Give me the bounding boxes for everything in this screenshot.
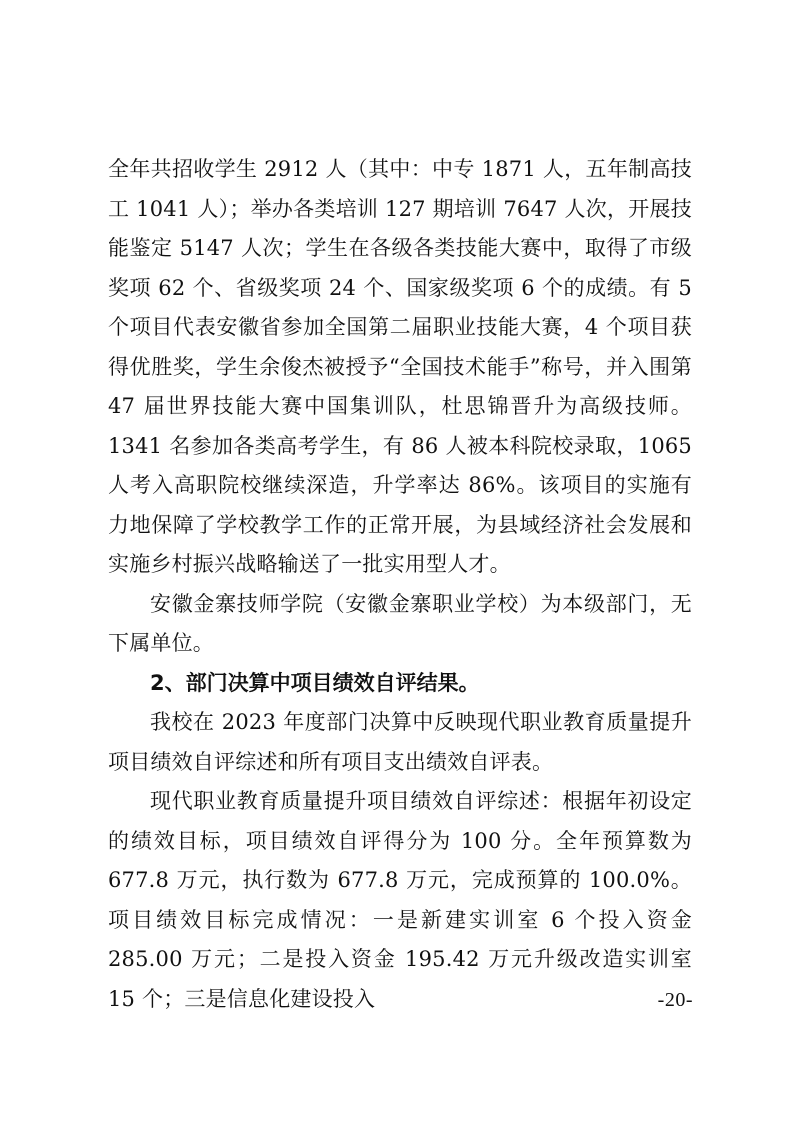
paragraph-self-evaluation-intro: 我校在 2023 年度部门决算中反映现代职业教育质量提升项目绩效自评综述和所有项目支出绩效自评表。 — [108, 710, 692, 774]
document-body — [108, 150, 692, 1019]
paragraph-unit-description: 安徽金寨技师学院（安徽金寨职业学校）为本级部门，无下属单位。 — [108, 591, 692, 655]
paragraph-enrollment-summary: 全年共招收学生 2912 人（其中：中专 1871 人，五年制高技工 1041 人）；举办各类培训 127 期培训 7647 人次，开展技能鉴定 5147 人次；学生在各级各类技能大赛中，取得了市级奖项 62 个、省级奖项 24 个、国家级奖项 6 个的成绩。有 5 个项目代表安徽省参加全国第二届职业技能大赛，4 个项目获得优胜奖，学生余俊杰被授予“全国技术能手”称号，并入围第 47 届世界技能大赛中国集训队，杜思锦晋升为高级技师。1341 名参加各类高考学生，有 86 人被本科院校录取，1065 人考入高职院校继续深造，升学率达 86%。该项目的实施有力地保障了学校教学工作的正常开展，为县域经济社会发展和实施乡村振兴战略输送了一批实用型人才。 — [108, 157, 692, 576]
paragraph-project-evaluation: 现代职业教育质量提升项目绩效自评综述：根据年初设定的绩效目标，项目绩效自评得分为 100 分。全年预算数为 677.8 万元，执行数为 677.8 万元，完成预算的 100.0%。项目绩效目标完成情况：一是新建实训室 6 个投入资金 285.00 万元；二是投入资金 195.42 万元升级改造实训室 15 个；三是信息化建设投入 — [108, 789, 692, 1011]
page-number: -20- — [657, 989, 693, 1011]
section-heading: 2、部门决算中项目绩效自评结果。 — [150, 670, 480, 695]
